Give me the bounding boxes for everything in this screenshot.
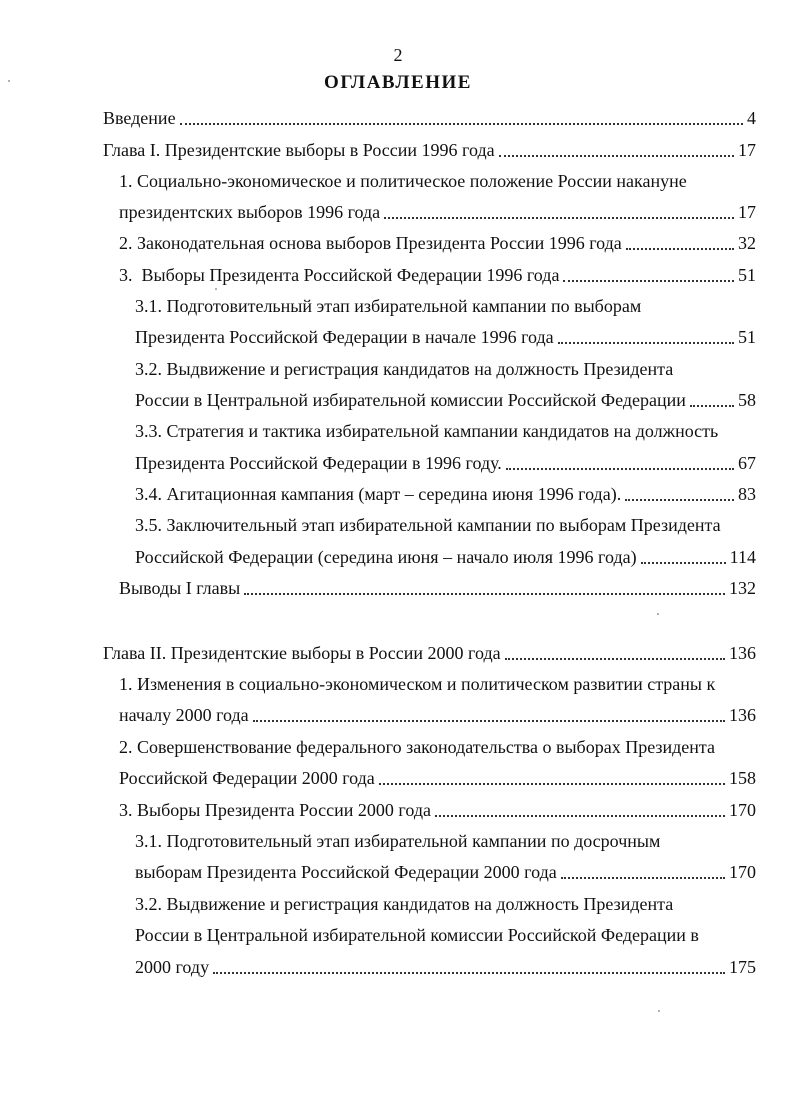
toc-entry-text: 3.3. Стратегия и тактика избирательной кампании кандидатов на должность bbox=[135, 421, 719, 441]
toc-page-number: 51 bbox=[738, 265, 756, 285]
toc-entry-text: 3. Выборы Президента Российской Федерации 1996 года bbox=[119, 265, 560, 285]
toc-page-number: 17 bbox=[738, 140, 756, 160]
toc-entry-text: 2. Законодательная основа выборов Президента России 1996 года bbox=[119, 233, 622, 253]
toc-chapter-2 bbox=[103, 642, 756, 664]
toc-entry-text: Российской Федерации 2000 года bbox=[119, 768, 375, 788]
toc-page-number: 132 bbox=[729, 578, 756, 598]
toc-entry-text: 3.5. Заключительный этап избирательной кампании по выборам Президента bbox=[135, 515, 721, 535]
toc-page-number: 83 bbox=[738, 484, 756, 504]
dot-leader bbox=[690, 405, 734, 407]
toc-entry-ch2-s1 bbox=[119, 704, 756, 726]
toc-entry-text: 3.1. Подготовительный этап избирательной кампании по выборам bbox=[135, 296, 642, 316]
toc-page-number: 17 bbox=[738, 202, 756, 222]
toc-entry-ch1-s1 bbox=[119, 201, 756, 223]
dot-leader bbox=[626, 248, 734, 250]
page-number: 2 bbox=[393, 45, 403, 65]
toc-entry-text: Введение bbox=[103, 108, 176, 128]
toc-page-number: 4 bbox=[747, 108, 756, 128]
toc-entry-text: Российской Федерации (середина июня – начало июля 1996 года) bbox=[135, 547, 637, 567]
dot-leader bbox=[384, 217, 734, 219]
dot-leader bbox=[379, 783, 725, 785]
toc-entry-text: Выводы I главы bbox=[119, 578, 241, 598]
dot-leader bbox=[244, 593, 725, 595]
toc-entry-ch1-s3-1 bbox=[135, 326, 756, 348]
dot-leader bbox=[180, 123, 743, 125]
toc-page-number: 32 bbox=[738, 233, 756, 253]
toc-entry-ch2-s3-1 bbox=[135, 861, 756, 883]
dot-leader bbox=[641, 562, 726, 564]
toc-entry-intro bbox=[103, 107, 756, 129]
toc-page-number: 58 bbox=[738, 390, 756, 410]
dot-leader bbox=[253, 720, 725, 722]
toc-entry-text: Президента Российской Федерации в начале 1996 года bbox=[135, 327, 554, 347]
toc-entry-text: Глава II. Президентские выборы в России 2000 года bbox=[103, 643, 501, 663]
toc-page-number: 51 bbox=[738, 327, 756, 347]
toc-entry-text: выборам Президента Российской Федерации 2000 года bbox=[135, 862, 557, 882]
dot-leader bbox=[499, 155, 734, 157]
toc-entry-ch1-s2 bbox=[119, 232, 756, 254]
toc-entry-text: Глава I. Президентские выборы в России 1996 года bbox=[103, 140, 495, 160]
toc-page-number: 114 bbox=[729, 547, 756, 567]
scan-speck bbox=[215, 288, 217, 290]
toc-page-number: 175 bbox=[729, 957, 756, 977]
dot-leader bbox=[506, 468, 734, 470]
scan-speck bbox=[658, 1010, 660, 1012]
toc-entry-text: 3. Выборы Президента России 2000 года bbox=[119, 800, 431, 820]
toc-entry-text: началу 2000 года bbox=[119, 705, 249, 725]
toc-entry-ch1-s3-5 bbox=[135, 546, 756, 568]
toc-page-number: 136 bbox=[729, 643, 756, 663]
dot-leader bbox=[213, 972, 725, 974]
toc-entry-ch1-conclusions bbox=[119, 577, 756, 599]
toc-page-number: 67 bbox=[738, 453, 756, 473]
toc-entry-text: 3.2. Выдвижение и регистрация кандидатов на должность Президента bbox=[135, 359, 674, 379]
toc-entry-text: Президента Российской Федерации в 1996 году. bbox=[135, 453, 502, 473]
toc-entry-text: 3.1. Подготовительный этап избирательной кампании по досрочным bbox=[135, 831, 661, 851]
toc-entry-text: президентских выборов 1996 года bbox=[119, 202, 381, 222]
toc-entry-text: России в Центральной избирательной комиссии Российской Федерации bbox=[135, 390, 686, 410]
scan-speck bbox=[8, 80, 10, 82]
toc-entry-text: 1. Изменения в социально-экономическом и политическом развитии страны к bbox=[119, 674, 716, 694]
toc-page-number: 158 bbox=[729, 768, 756, 788]
dot-leader bbox=[561, 877, 725, 879]
dot-leader bbox=[563, 280, 734, 282]
toc-entry-ch2-s2 bbox=[119, 767, 756, 789]
toc-entry-ch1-s3 bbox=[119, 264, 756, 286]
toc-entry-text: 3.2. Выдвижение и регистрация кандидатов на должность Президента bbox=[135, 894, 674, 914]
toc-entry-ch1-s3-4 bbox=[135, 483, 756, 505]
dot-leader bbox=[435, 815, 725, 817]
toc-entry-text: 3.4. Агитационная кампания (март – середина июня 1996 года). bbox=[135, 484, 622, 504]
scan-speck bbox=[657, 613, 659, 615]
toc-entry-ch2-s3-2 bbox=[135, 956, 756, 978]
dot-leader bbox=[558, 342, 734, 344]
toc-entry-text: 1. Социально-экономическое и политическое положение России накануне bbox=[119, 171, 687, 191]
toc-entry-text: 2000 году bbox=[135, 957, 210, 977]
toc-page-number: 136 bbox=[729, 705, 756, 725]
dot-leader bbox=[625, 499, 734, 501]
toc-entry-ch2-s3 bbox=[119, 799, 756, 821]
toc-entry-ch1-s3-3 bbox=[135, 452, 756, 474]
toc-page-number: 170 bbox=[729, 800, 756, 820]
toc-entry-ch1-s3-2 bbox=[135, 389, 756, 411]
toc-entry-text: 2. Совершенствование федерального законодательства о выборах Президента bbox=[119, 737, 716, 757]
toc-page-number: 170 bbox=[729, 862, 756, 882]
toc-title: ОГЛАВЛЕНИЕ bbox=[324, 72, 472, 93]
toc-entry-text: России в Центральной избирательной комиссии Российской Федерации в bbox=[135, 925, 699, 945]
toc-chapter-1 bbox=[103, 139, 756, 161]
dot-leader bbox=[505, 658, 725, 660]
